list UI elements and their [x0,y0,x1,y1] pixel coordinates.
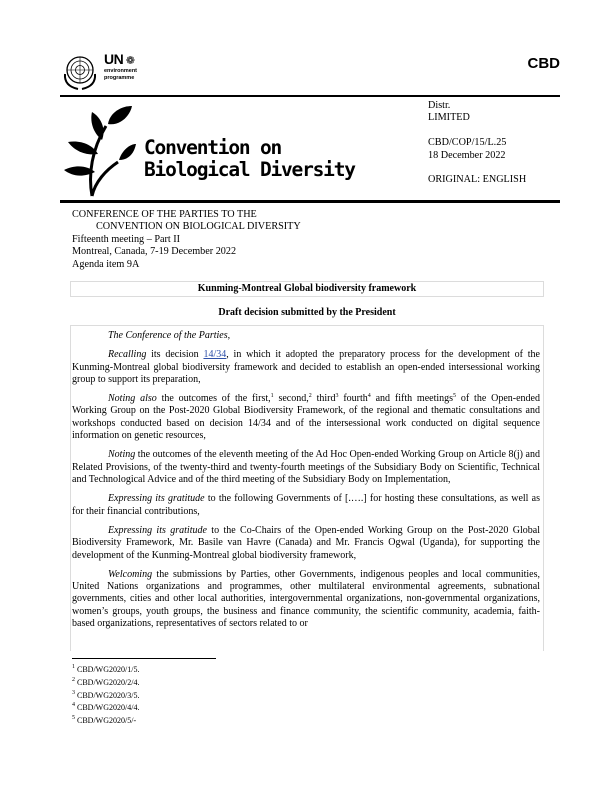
un-mark-text: UN [104,51,124,67]
paragraph-gratitude-co-chairs [72,525,540,562]
gratitude-governments-lead: Expressing its gratitude [108,493,205,505]
noting-text: the outcomes of the eleventh meeting of the Ad Hoc Open-ended Working Group on Article 8(j) and Related Provisions, of the twenty-third and twenty-fourth meetings of the Subsidiary Body on Scientific, Technical and Technological Advice and of the third meeting of the Subsidiary Body on Implementation, [72,449,540,486]
footnote-text: CBD/WG2020/2/4. [75,677,140,687]
distribution-block [428,100,526,187]
meeting-line-2: CONVENTION ON BIOLOGICAL DIVERSITY [96,221,301,233]
cbd-leaf-logo-icon [62,104,136,198]
footnote-separator [72,658,216,659]
un-sub-line-1: environment [104,68,138,74]
footnote-text: CBD/WG2020/4/4. [75,703,140,713]
recalling-text-a: its decision [146,349,204,361]
footnote-number: 1 [72,664,75,670]
cbd-code: CBD [527,55,560,72]
noting-also-text-e: and fifth meetings [370,393,454,404]
preamble-text: The Conference of the Parties, [108,330,231,341]
footnote-item [72,664,139,677]
noting-also-lead: Noting also [108,393,157,404]
original-language: ORIGINAL: ENGLISH [428,174,527,186]
header-rule-top [60,95,560,97]
unep-wordmark: UN ❁ environment programme [104,51,138,81]
document-title: Kunming-Montreal Global biodiversity framework [197,283,417,294]
welcoming-lead: Welcoming [108,568,153,580]
footnote-item [72,702,139,715]
footnote-number: 3 [72,689,75,696]
footnote-ref-3[interactable]: 3 [335,393,339,399]
noting-also-text-f: of the Open-ended Working Group on the Post-2020 Global Biodiversity Framework, of the regional and thematic consultations and workshops conducted based on decision 14/34 and of the intersessional work conducted on digital sequence information on genetic resources, [72,393,540,442]
footnote-ref-5[interactable]: 5 [453,393,457,399]
paragraph-preamble [72,330,540,342]
meeting-line-5: Agenda item 9A [72,258,140,270]
decision-body [72,330,540,637]
paragraph-recalling [72,349,540,386]
paragraph-noting [72,449,540,486]
noting-also-text-c: third [311,393,336,404]
footnote-text: CBD/WG2020/1/5. [75,665,140,674]
gratitude-co-chairs-lead: Expressing its gratitude [108,524,207,536]
meeting-line-1: CONFERENCE OF THE PARTIES TO THE [72,209,257,220]
decision-14-34-link[interactable]: 14/34 [203,349,227,361]
distr-label: Distr. [428,100,451,111]
un-emblem-icon [60,52,100,92]
meeting-line-3: Fifteenth meeting – Part II [72,233,181,245]
footnote-ref-4[interactable]: 4 [367,393,371,399]
convention-title-line-2: Biological Diversity [144,158,355,181]
noting-also-text-d: fourth [338,393,368,404]
recalling-text-b: , in which it adopted the preparatory process for the development of the Kunming-Montreal global biodiversity framework and decided to establish an open-ended intersessional working group to support its preparation, [72,349,540,385]
footnote-ref-1[interactable]: 1 [270,393,274,399]
footnote-ref-2[interactable]: 2 [308,393,312,399]
convention-title [144,137,355,181]
footnote-text: CBD/WG2020/3/5. [75,690,140,700]
gratitude-governments-text: to the following Governments of [.….] for hosting these consultations, as well as for their financial contributions, [72,493,540,517]
convention-title-line-1: Convention on [144,136,282,159]
footnote-number: 5 [72,715,75,722]
document-date: 18 December 2022 [428,149,506,161]
un-sub-line-2: programme [104,74,135,81]
footnote-item [72,715,139,728]
meeting-info [72,209,301,271]
footnote-item [72,690,139,703]
footnotes [72,664,139,728]
footnote-number: 4 [72,702,75,709]
footnote-item [72,677,139,690]
footnote-text: CBD/WG2020/5/- [75,716,137,726]
gratitude-co-chairs-text: to the Co-Chairs of the Open-ended Working Group on the Post-2020 Global Biodiversity Framework, Mr. Basile van Havre (Canada) and Mr. Francis Ogwal (Uganda), for supporting the development of the Kunming-Montreal global biodiversity framework, [72,524,540,561]
distr-value: LIMITED [428,112,470,124]
document-subtitle: Draft decision submitted by the President [218,307,396,318]
header-rule-bottom [60,200,560,203]
noting-also-text-a: the outcomes of the first, [156,393,271,404]
welcoming-text: the submissions by Parties, other Governments, indigenous peoples and local communities, United Nations organizations and programmes, other multilateral environmental agreements, subnational governments, cities and other local authorities, intergovernmental organizations, non-governmental organizations, women’s groups, youth groups, the business and finance community, the scientific community, academia, faith-based organizations, representatives of sectors related to or [72,568,540,630]
document-symbol: CBD/COP/15/L.25 [428,137,507,149]
meeting-line-4: Montreal, Canada, 7-19 December 2022 [72,246,237,258]
paragraph-noting-also [72,393,540,443]
noting-also-text-b: second, [273,393,309,404]
noting-lead: Noting [108,449,136,461]
paragraph-gratitude-governments [72,493,540,518]
recalling-lead: Recalling [108,349,147,361]
paragraph-welcoming [72,569,540,631]
footnote-number: 2 [72,676,75,683]
